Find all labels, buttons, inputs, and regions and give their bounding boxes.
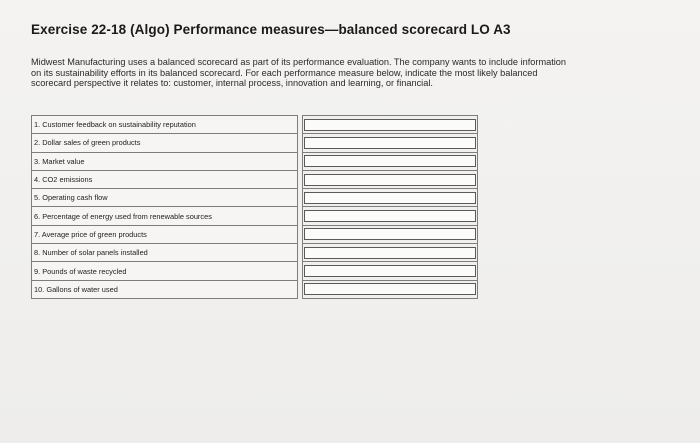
perspective-input[interactable]: [304, 265, 476, 277]
measure-label: 6. Percentage of energy used from renewable sources: [32, 207, 298, 225]
measure-label: 8. Number of solar panels installed: [32, 244, 298, 262]
table-row: [32, 152, 478, 170]
perspective-input[interactable]: [304, 155, 476, 167]
measure-label: 4. CO2 emissions: [32, 170, 298, 188]
instructions-line: Midwest Manufacturing uses a balanced scorecard as part of its performance evaluation. The company wants to include information: [31, 57, 567, 67]
measure-label: 10. Gallons of water used: [32, 280, 298, 298]
table-row: [32, 262, 478, 280]
measure-label: 3. Market value: [32, 152, 298, 170]
perspective-input[interactable]: [304, 119, 476, 131]
measure-label: 2. Dollar sales of green products: [32, 134, 298, 152]
instructions: [31, 57, 681, 89]
measures-table: [31, 115, 478, 299]
table-row: [32, 280, 478, 298]
table-row: [32, 244, 478, 262]
table-row: [32, 207, 478, 225]
perspective-input[interactable]: [304, 192, 476, 204]
perspective-input[interactable]: [304, 174, 476, 186]
table-row: [32, 225, 478, 243]
measure-label: 1. Customer feedback on sustainability reputation: [32, 116, 298, 134]
table-row: [32, 189, 478, 207]
perspective-input[interactable]: [304, 210, 476, 222]
measure-label: 9. Pounds of waste recycled: [32, 262, 298, 280]
measure-label: 7. Average price of green products: [32, 225, 298, 243]
perspective-input[interactable]: [304, 228, 476, 240]
table-row: [32, 134, 478, 152]
perspective-input[interactable]: [304, 247, 476, 259]
table-row: [32, 170, 478, 188]
table-row: [32, 116, 478, 134]
perspective-input[interactable]: [304, 137, 476, 149]
instructions-line: on its sustainability efforts in its balanced scorecard. For each performance measure below, indicate the most likely balanced: [31, 67, 538, 78]
instructions-line: scorecard perspective it relates to: customer, internal process, innovation and learning, or financial.: [31, 78, 433, 88]
perspective-input[interactable]: [304, 283, 476, 295]
measure-label: 5. Operating cash flow: [32, 189, 298, 207]
exercise-title: Exercise 22-18 (Algo) Performance measures—balanced scorecard LO A3: [31, 22, 511, 37]
